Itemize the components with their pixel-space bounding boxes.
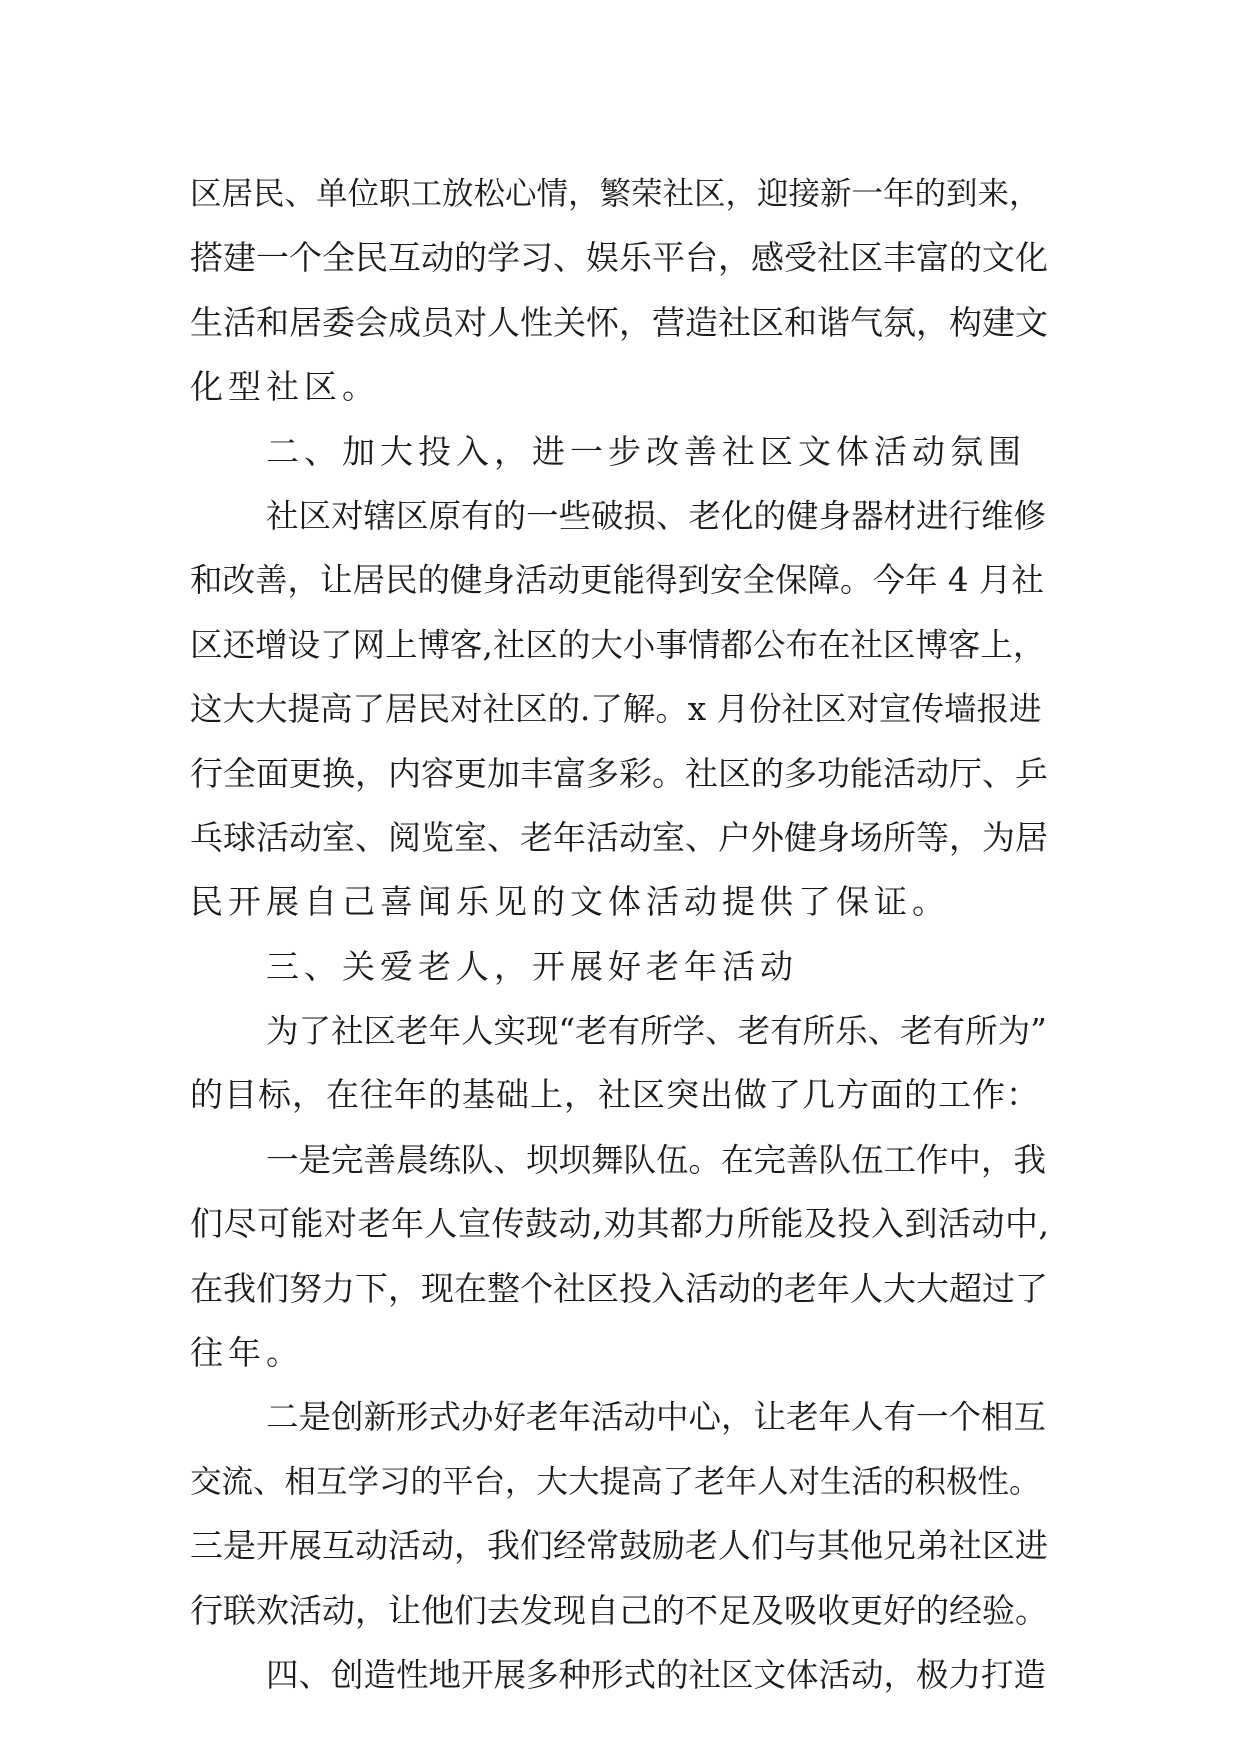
text-line: 三是开展互动活动，我们经常鼓励老人们与其他兄弟社区进 [190, 1526, 1048, 1566]
text-line: 往年。 [190, 1333, 304, 1373]
paragraph-start-line: 为了社区老年人实现“老有所学、老有所乐、老有所为” [266, 1012, 1047, 1051]
text-line: 化型社区。 [190, 367, 380, 407]
text-line: 们尽可能对老年人宣传鼓动,劝其都力所能及投入到活动中, [190, 1204, 1050, 1244]
text-line: 区居民、单位职工放松心情，繁荣社区，迎接新一年的到来， [190, 176, 1041, 212]
paragraph-start-line: 四、创造性地开展多种形式的社区文体活动，极力打造 [266, 1655, 1047, 1694]
paragraph-start-line: 三、关爱老人，开展好老年活动 [266, 946, 798, 986]
paragraph-start-line: 一是完善晨练队、坝坝舞队伍。在完善队伍工作中，我 [266, 1140, 1047, 1179]
text-line: 行全面更换，内容更加丰富多彩。社区的多功能活动厅、乒 [190, 753, 1048, 793]
text-line: 搭建一个全民互动的学习、娱乐平台，感受社区丰富的文化 [190, 238, 1048, 278]
text-line: 生活和居委会成员对人性关怀，营造社区和谐气氛，构建文 [190, 302, 1048, 342]
paragraph-start-line: 二是创新形式办好老年活动中心，让老年人有一个相互 [266, 1398, 1047, 1437]
document-body [190, 162, 1050, 1707]
text-line: 民开展自己喜闻乐见的文体活动提供了保证。 [190, 882, 950, 922]
paragraph-start-line: 二、加大投入，进一步改善社区文体活动氛围 [266, 431, 1026, 471]
text-line: 乓球活动室、阅览室、老年活动室、户外健身场所等，为居 [190, 817, 1048, 857]
text-line: 区还增设了网上博客,社区的大小事情都公布在社区博客上， [190, 625, 1046, 664]
text-line: 行联欢活动，让他们去发现自己的不足及吸收更好的经验。 [190, 1590, 1048, 1630]
text-line: 在我们努力下，现在整个社区投入活动的老年人大大超过了 [190, 1268, 1048, 1308]
text-line: 交流、相互学习的平台，大大提高了老年人对生活的积极性。 [190, 1463, 1041, 1500]
text-line: 这大大提高了居民对社区的.了解。x 月份社区对宣传墙报进 [190, 690, 1042, 729]
text-line: 的目标，在往年的基础上，社区突出做了几方面的工作： [190, 1075, 1040, 1115]
text-line: 和改善，让居民的健身活动更能得到安全保障。今年 4 月社 [190, 561, 1044, 600]
paragraph-start-line: 社区对辖区原有的一些破损、老化的健身器材进行维修 [266, 496, 1047, 535]
